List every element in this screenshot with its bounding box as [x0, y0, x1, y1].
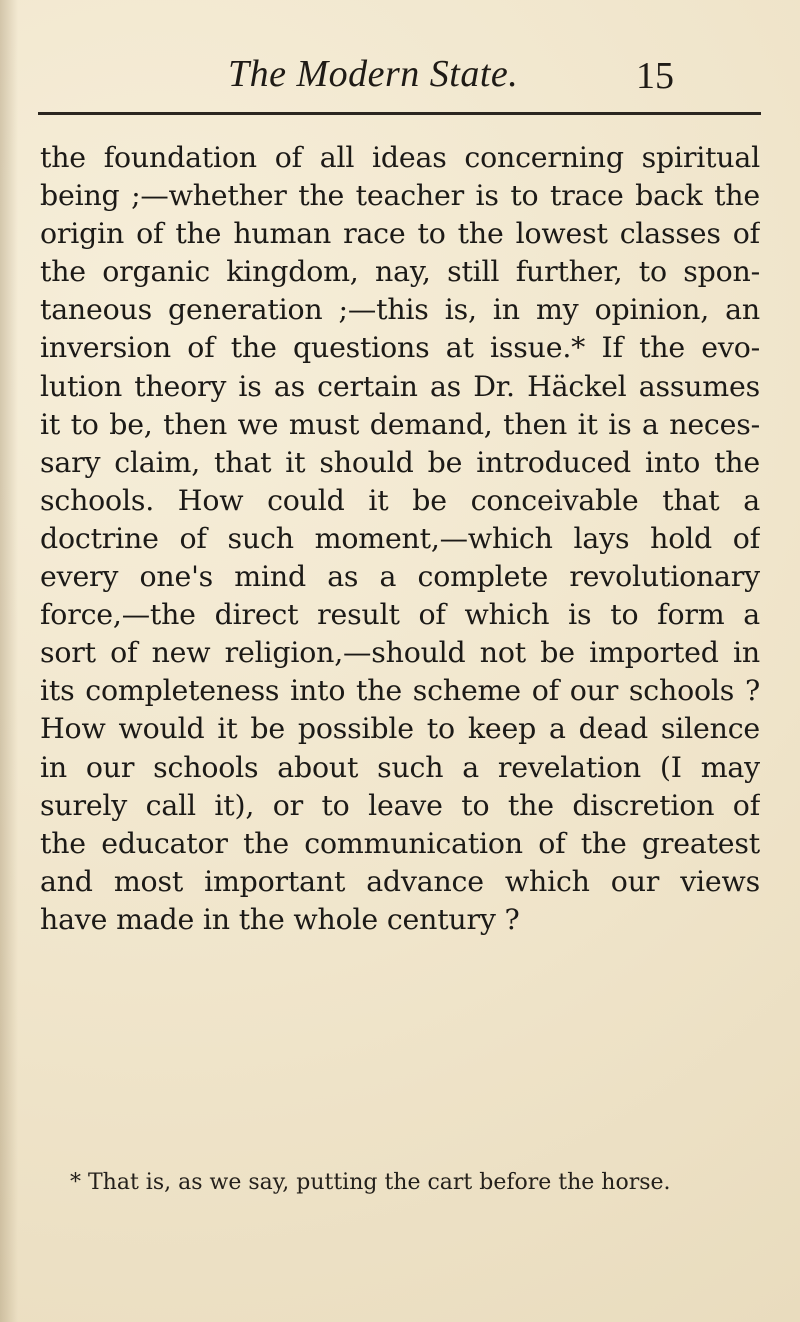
text-line: inversion of the questions at issue.* If the evo- [40, 331, 760, 365]
text-line: How would it be possible to keep a dead silence [40, 712, 760, 746]
text-line: sary claim, that it should be introduced into the [40, 445, 760, 479]
text-line: and most important advance which our views [40, 864, 760, 898]
text-line: being ;—whether the teacher is to trace back the [40, 179, 760, 213]
text-line: it to be, then we must demand, then it is a neces- [40, 407, 760, 441]
running-title: The Modern State. [228, 53, 519, 95]
body-text [40, 139, 760, 939]
text-line: the educator the communication of the greatest [40, 826, 760, 860]
text-line: doctrine of such moment,—which lays hold of [40, 521, 760, 555]
text-line: in our schools about such a revelation (I may [40, 750, 760, 784]
page-number: 15 [636, 55, 674, 97]
text-line: taneous generation ;—this is, in my opinion, an [40, 293, 760, 327]
text-line: sort of new religion,—should not be imported in [40, 636, 760, 670]
text-line: the foundation of all ideas concerning spiritual [40, 141, 760, 174]
page-edge-shadow [0, 0, 18, 1322]
text-line: its completeness into the scheme of our schools ? [40, 674, 760, 708]
text-line: surely call it), or to leave to the discretion of [40, 788, 760, 822]
text-line-last: have made in the whole century ? [40, 902, 520, 936]
text-line: the organic kingdom, nay, still further, to spon- [40, 255, 760, 289]
footnote: * That is, as we say, putting the cart before the horse. [70, 1170, 671, 1195]
text-line: every one's mind as a complete revolutionary [40, 560, 760, 594]
text-line: lution theory is as certain as Dr. Häckel assumes [40, 369, 760, 403]
header-rule [38, 112, 761, 115]
text-line: force,—the direct result of which is to form a [40, 598, 760, 632]
text-line: origin of the human race to the lowest classes of [40, 217, 760, 251]
text-line: schools. How could it be conceivable that a [40, 483, 760, 517]
running-head [0, 44, 800, 100]
